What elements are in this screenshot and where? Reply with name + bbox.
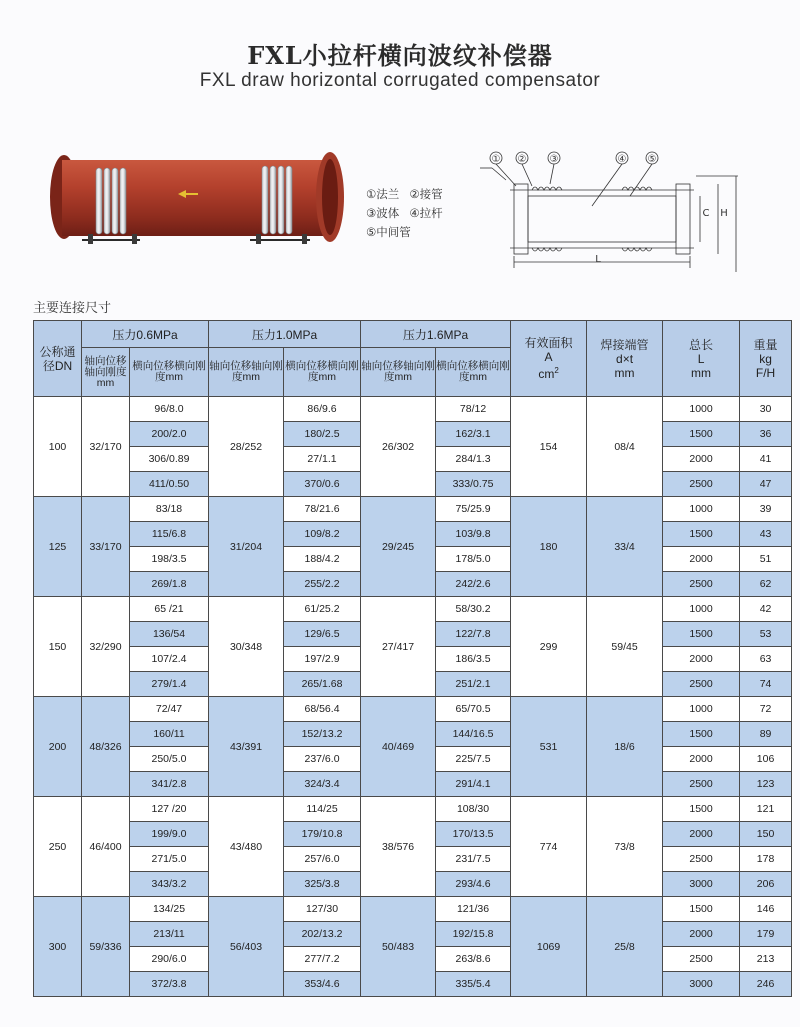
weight-cell: 74 — [740, 672, 792, 697]
axial-16-cell: 50/483 — [361, 897, 436, 997]
header-area — [511, 321, 587, 397]
lateral-10-cell: 188/4.2 — [284, 547, 361, 572]
lateral-10-cell: 109/8.2 — [284, 522, 361, 547]
length-cell: 2500 — [663, 772, 740, 797]
lateral-16-cell: 178/5.0 — [436, 547, 511, 572]
lateral-06-cell: 83/18 — [130, 497, 209, 522]
legend-item: ①法兰 — [366, 187, 400, 201]
weld-cell: 33/4 — [587, 497, 663, 597]
section-label: 主要连接尺寸 — [33, 301, 112, 316]
lateral-16-cell: 242/2.6 — [436, 572, 511, 597]
lateral-06-cell: 372/3.8 — [130, 972, 209, 997]
lateral-16-cell: 225/7.5 — [436, 747, 511, 772]
header-area-l2: A — [544, 350, 553, 364]
lateral-06-cell: 250/5.0 — [130, 747, 209, 772]
axial-16-cell: 26/302 — [361, 397, 436, 497]
lateral-16-cell: 231/7.5 — [436, 847, 511, 872]
lateral-10-cell: 257/6.0 — [284, 847, 361, 872]
weld-cell: 18/6 — [587, 697, 663, 797]
callout-2: ② — [517, 154, 527, 165]
length-cell: 2000 — [663, 747, 740, 772]
lateral-16-cell: 192/15.8 — [436, 922, 511, 947]
lateral-10-cell: 202/13.2 — [284, 922, 361, 947]
axial-10-cell: 43/391 — [209, 697, 284, 797]
legend-item: ④拉杆 — [409, 206, 443, 220]
length-cell: 2000 — [663, 822, 740, 847]
weight-cell: 36 — [740, 422, 792, 447]
axial-10-cell: 28/252 — [209, 397, 284, 497]
length-cell: 1500 — [663, 897, 740, 922]
lateral-10-cell: 129/6.5 — [284, 622, 361, 647]
header-length-l3: mm — [691, 365, 712, 380]
header-length-l1: 总长 — [689, 337, 714, 352]
length-cell: 3000 — [663, 872, 740, 897]
axial-16-cell: 27/417 — [361, 597, 436, 697]
weight-cell: 146 — [740, 897, 792, 922]
lateral-10-cell: 237/6.0 — [284, 747, 361, 772]
axial-10-cell: 31/204 — [209, 497, 284, 597]
lateral-10-cell: 152/13.2 — [284, 722, 361, 747]
lateral-16-cell: 335/5.4 — [436, 972, 511, 997]
weight-cell: 63 — [740, 647, 792, 672]
weight-cell: 213 — [740, 947, 792, 972]
length-cell: 3000 — [663, 972, 740, 997]
dn-cell: 100 — [34, 397, 82, 497]
lateral-06-cell: 115/6.8 — [130, 522, 209, 547]
length-cell: 1500 — [663, 522, 740, 547]
lateral-16-cell: 103/9.8 — [436, 522, 511, 547]
header-weld-l2: d×t — [616, 351, 634, 366]
header-area-l3: cm — [538, 367, 555, 381]
length-cell: 1000 — [663, 597, 740, 622]
dn-group — [34, 897, 792, 997]
header-weight-l1: 重量 — [753, 337, 778, 352]
weld-cell: 08/4 — [587, 397, 663, 497]
header-dn: 公称通径DN — [34, 321, 82, 397]
header-length-l2: L — [697, 351, 705, 366]
header-length — [663, 321, 740, 397]
header-weld-l1: 焊接端管 — [600, 337, 649, 352]
lateral-10-cell: 68/56.4 — [284, 697, 361, 722]
lateral-06-cell: 127 /20 — [130, 797, 209, 822]
lateral-06-cell: 160/11 — [130, 722, 209, 747]
lateral-06-cell: 213/11 — [130, 922, 209, 947]
header-axial-16: 轴向位移轴向刚度mm — [361, 348, 436, 397]
axial-06-cell: 59/336 — [82, 897, 130, 997]
lateral-10-cell: 180/2.5 — [284, 422, 361, 447]
lateral-06-cell: 271/5.0 — [130, 847, 209, 872]
lateral-10-cell: 353/4.6 — [284, 972, 361, 997]
table-row — [34, 497, 792, 522]
axial-10-cell: 43/480 — [209, 797, 284, 897]
weight-cell: 53 — [740, 622, 792, 647]
length-cell: 2500 — [663, 572, 740, 597]
lateral-16-cell: 108/30 — [436, 797, 511, 822]
lateral-06-cell: 343/3.2 — [130, 872, 209, 897]
weight-cell: 150 — [740, 822, 792, 847]
axial-16-cell: 29/245 — [361, 497, 436, 597]
lateral-06-cell: 279/1.4 — [130, 672, 209, 697]
weight-cell: 121 — [740, 797, 792, 822]
dn-cell: 125 — [34, 497, 82, 597]
length-cell: 2500 — [663, 472, 740, 497]
lateral-10-cell: 127/30 — [284, 897, 361, 922]
weight-cell: 72 — [740, 697, 792, 722]
header-axial-10: 轴向位移轴向刚度mm — [209, 348, 284, 397]
area-cell: 154 — [511, 397, 587, 497]
lateral-10-cell: 324/3.4 — [284, 772, 361, 797]
dim-H: H — [720, 208, 728, 219]
callout-3: ③ — [549, 154, 559, 165]
weight-cell: 42 — [740, 597, 792, 622]
dn-group — [34, 597, 792, 697]
header-lateral-10: 横向位移横向刚度mm — [284, 348, 361, 397]
spec-table — [33, 320, 792, 997]
lateral-16-cell: 291/4.1 — [436, 772, 511, 797]
dn-cell: 250 — [34, 797, 82, 897]
dn-group — [34, 397, 792, 497]
header-weld-l3: mm — [614, 365, 635, 380]
weld-cell: 25/8 — [587, 897, 663, 997]
lateral-10-cell: 78/21.6 — [284, 497, 361, 522]
lateral-10-cell: 27/1.1 — [284, 447, 361, 472]
lateral-06-cell: 96/8.0 — [130, 397, 209, 422]
axial-06-cell: 32/170 — [82, 397, 130, 497]
lateral-10-cell: 265/1.68 — [284, 672, 361, 697]
weight-cell: 106 — [740, 747, 792, 772]
header-p06: 压力0.6MPa — [82, 321, 209, 348]
length-cell: 1000 — [663, 697, 740, 722]
length-cell: 2500 — [663, 847, 740, 872]
axial-06-cell: 48/326 — [82, 697, 130, 797]
dn-group — [34, 697, 792, 797]
lateral-16-cell: 121/36 — [436, 897, 511, 922]
header-axial-06: 轴向位移轴向刚度mm — [82, 348, 130, 397]
dim-C: C — [702, 208, 710, 219]
weight-cell: 206 — [740, 872, 792, 897]
axial-10-cell: 30/348 — [209, 597, 284, 697]
lateral-06-cell: 72/47 — [130, 697, 209, 722]
callout-5: ⑤ — [647, 154, 657, 165]
weight-cell: 179 — [740, 922, 792, 947]
lateral-10-cell: 179/10.8 — [284, 822, 361, 847]
lateral-06-cell: 199/9.0 — [130, 822, 209, 847]
weld-cell: 59/45 — [587, 597, 663, 697]
length-cell: 1500 — [663, 722, 740, 747]
lateral-16-cell: 333/0.75 — [436, 472, 511, 497]
lateral-06-cell: 200/2.0 — [130, 422, 209, 447]
lateral-06-cell: 134/25 — [130, 897, 209, 922]
lateral-10-cell: 325/3.8 — [284, 872, 361, 897]
lateral-10-cell: 114/25 — [284, 797, 361, 822]
lateral-06-cell: 65 /21 — [130, 597, 209, 622]
lateral-10-cell: 61/25.2 — [284, 597, 361, 622]
table-row — [34, 797, 792, 822]
lateral-16-cell: 284/1.3 — [436, 447, 511, 472]
title-chinese: FXL小拉杆横向波纹补偿器 — [247, 41, 553, 70]
dn-cell: 300 — [34, 897, 82, 997]
length-cell: 1500 — [663, 622, 740, 647]
length-cell: 2000 — [663, 447, 740, 472]
header-area-sup: 2 — [554, 366, 559, 375]
lateral-06-cell: 198/3.5 — [130, 547, 209, 572]
length-cell: 2500 — [663, 947, 740, 972]
lateral-10-cell: 277/7.2 — [284, 947, 361, 972]
weight-cell: 41 — [740, 447, 792, 472]
header-lateral-16: 横向位移横向刚度mm — [436, 348, 511, 397]
area-cell: 774 — [511, 797, 587, 897]
lateral-16-cell: 251/2.1 — [436, 672, 511, 697]
lateral-06-cell: 290/6.0 — [130, 947, 209, 972]
weight-cell: 246 — [740, 972, 792, 997]
weight-cell: 89 — [740, 722, 792, 747]
lateral-16-cell: 75/25.9 — [436, 497, 511, 522]
length-cell: 2000 — [663, 922, 740, 947]
lateral-06-cell: 107/2.4 — [130, 647, 209, 672]
area-cell: 531 — [511, 697, 587, 797]
lateral-10-cell: 255/2.2 — [284, 572, 361, 597]
product-photo — [48, 140, 348, 258]
area-cell: 1069 — [511, 897, 587, 997]
callout-1: ① — [491, 154, 501, 165]
lateral-16-cell: 144/16.5 — [436, 722, 511, 747]
legend-item: ②接管 — [409, 187, 443, 201]
length-cell: 2000 — [663, 547, 740, 572]
technical-drawing — [480, 150, 772, 278]
dn-group — [34, 497, 792, 597]
lateral-16-cell: 78/12 — [436, 397, 511, 422]
lateral-16-cell: 186/3.5 — [436, 647, 511, 672]
length-cell: 1000 — [663, 397, 740, 422]
dim-L: L — [595, 254, 601, 265]
lateral-16-cell: 263/8.6 — [436, 947, 511, 972]
header-weld — [587, 321, 663, 397]
weight-cell: 62 — [740, 572, 792, 597]
dn-group — [34, 797, 792, 897]
axial-06-cell: 46/400 — [82, 797, 130, 897]
area-cell: 299 — [511, 597, 587, 697]
weight-cell: 178 — [740, 847, 792, 872]
lateral-06-cell: 411/0.50 — [130, 472, 209, 497]
axial-16-cell: 40/469 — [361, 697, 436, 797]
lateral-10-cell: 197/2.9 — [284, 647, 361, 672]
axial-16-cell: 38/576 — [361, 797, 436, 897]
header-p16: 压力1.6MPa — [361, 321, 511, 348]
lateral-06-cell: 136/54 — [130, 622, 209, 647]
dn-cell: 150 — [34, 597, 82, 697]
callout-4: ④ — [617, 154, 627, 165]
axial-06-cell: 32/290 — [82, 597, 130, 697]
header-weight-l2: kg — [759, 351, 772, 366]
weight-cell: 51 — [740, 547, 792, 572]
weight-cell: 47 — [740, 472, 792, 497]
legend-item: ⑤中间管 — [366, 225, 411, 239]
table-row — [34, 397, 792, 422]
lateral-06-cell: 341/2.8 — [130, 772, 209, 797]
axial-06-cell: 33/170 — [82, 497, 130, 597]
lateral-16-cell: 293/4.6 — [436, 872, 511, 897]
weight-cell: 43 — [740, 522, 792, 547]
length-cell: 1500 — [663, 797, 740, 822]
table-row — [34, 697, 792, 722]
lateral-06-cell: 269/1.8 — [130, 572, 209, 597]
title-english: FXL draw horizontal corrugated compensator — [199, 70, 601, 91]
length-cell: 2000 — [663, 647, 740, 672]
lateral-16-cell: 162/3.1 — [436, 422, 511, 447]
lateral-16-cell: 170/13.5 — [436, 822, 511, 847]
weight-cell: 30 — [740, 397, 792, 422]
weld-cell: 73/8 — [587, 797, 663, 897]
weight-cell: 39 — [740, 497, 792, 522]
length-cell: 2500 — [663, 672, 740, 697]
lateral-10-cell: 86/9.6 — [284, 397, 361, 422]
lateral-06-cell: 306/0.89 — [130, 447, 209, 472]
header-weight — [740, 321, 792, 397]
lateral-16-cell: 122/7.8 — [436, 622, 511, 647]
header-p10: 压力1.0MPa — [209, 321, 361, 348]
length-cell: 1500 — [663, 422, 740, 447]
table-row — [34, 597, 792, 622]
table-row — [34, 897, 792, 922]
header-weight-l3: F/H — [755, 365, 776, 380]
dn-cell: 200 — [34, 697, 82, 797]
lateral-10-cell: 370/0.6 — [284, 472, 361, 497]
header-area-l1: 有效面积 — [524, 336, 573, 350]
length-cell: 1000 — [663, 497, 740, 522]
legend-item: ③波体 — [366, 206, 400, 220]
lateral-16-cell: 58/30.2 — [436, 597, 511, 622]
weight-cell: 123 — [740, 772, 792, 797]
parts-legend — [366, 185, 453, 242]
area-cell: 180 — [511, 497, 587, 597]
lateral-16-cell: 65/70.5 — [436, 697, 511, 722]
header-lateral-06: 横向位移横向刚度mm — [130, 348, 209, 397]
axial-10-cell: 56/403 — [209, 897, 284, 997]
